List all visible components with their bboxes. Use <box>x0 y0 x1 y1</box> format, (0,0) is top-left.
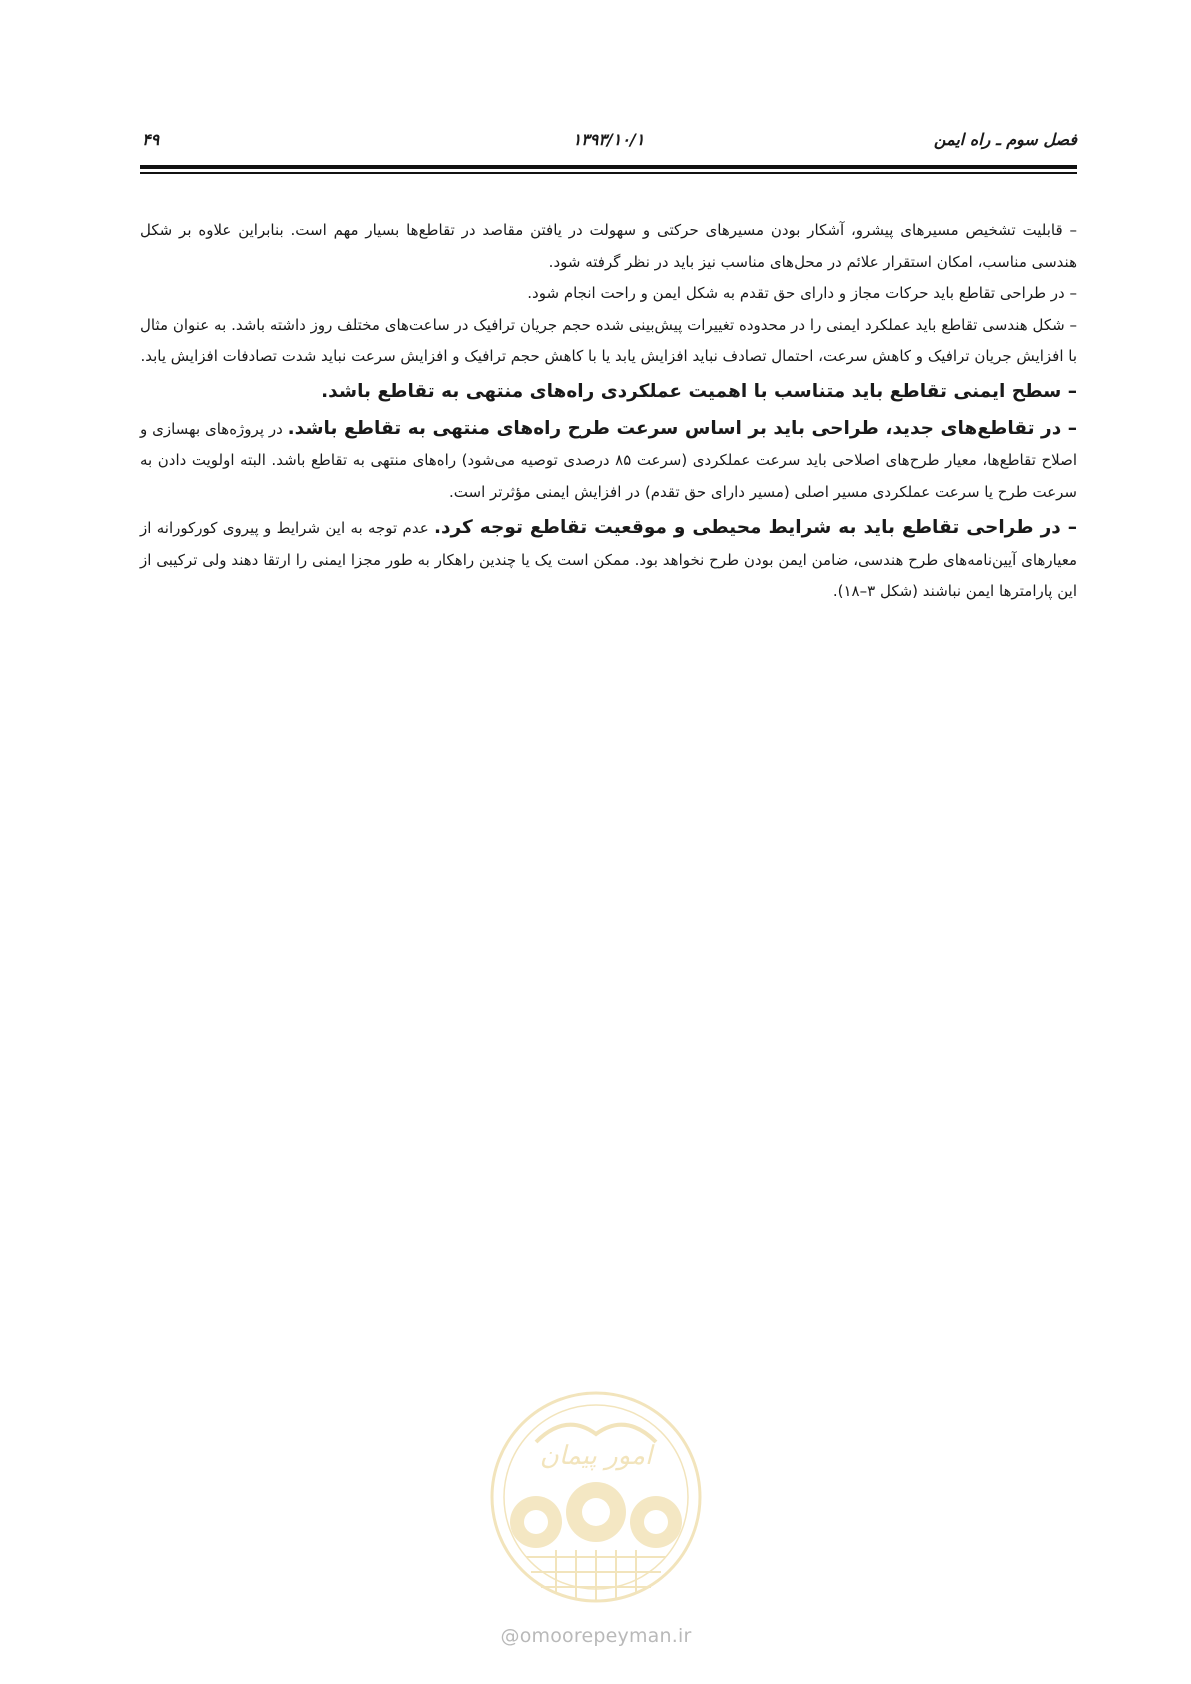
paragraph-environment <box>140 512 1077 608</box>
chapter-title: فصل سوم ـ راه ایمن <box>933 130 1077 149</box>
bold-statement-design-speed: – در تقاطع‌های جدید، طراحی باید بر اساس سرعت طرح راه‌های منتهی به تقاطع باشد. <box>287 417 1077 439</box>
environment-detail: عدم توجه به این شرایط و پیروی کورکورانه از معیارهای آیین‌نامه‌های طرح هندسی، ضامن ایمن بودن طرح نخواهد بود. ممکن است یک یا چندین راهکار به طور مجزا ایمنی را ارتقا دهند ولی ترکیبی از این پارامترها ایمن نباشند (شکل ۳–۱۸). <box>140 519 1077 600</box>
paragraph-design-speed <box>140 413 1077 509</box>
seal-watermark <box>476 1372 716 1657</box>
body-text <box>140 215 1077 608</box>
paragraph-geometry: – شکل هندسی تقاطع باید عملکرد ایمنی را در محدوده تغییرات پیش‌بینی شده حجم جریان ترافیک در ساعت‌های مختلف روز داشته باشد. به عنوان مثال با افزایش جریان ترافیک و کاهش سرعت، احتمال تصادف نباید افزایش یابد یا با کاهش حجم ترافیک و افزایش سرعت نباید شدت تصادفات افزایش یابد. <box>140 315 1077 365</box>
paragraph-safety-level <box>140 375 1077 409</box>
seal-text: امور پیمان <box>539 1441 653 1471</box>
page-number: ۴۹ <box>142 130 160 149</box>
paragraph-permitted-moves: – در طراحی تقاطع باید حرکات مجاز و دارای حق تقدم به شکل ایمن و راحت انجام شود. <box>527 284 1077 302</box>
header-date: ۱۳۹۳/۱۰/۱ <box>572 130 645 149</box>
paragraph-legibility: – قابلیت تشخیص مسیرهای پیشرو، آشکار بودن مسیرهای حرکتی و سهولت در یافتن مقاصد در تقاطع‌ها بسیار مهم است. بنابراین علاوه بر شکل هندسی مناسب، امکان استقرار علائم در محل‌های مناسب نیز باید در نظر گرفته شود. <box>140 221 1077 271</box>
design-speed-detail: در پروژه‌های بهسازی و اصلاح تقاطع‌ها، معیار طرح‌های اصلاحی باید سرعت عملکردی (سرعت ۸۵ درصدی توصیه می‌شود) راه‌های منتهی به تقاطع باشد. البته اولویت دادن به سرعت طرح یا سرعت عملکردی مسیر اصلی (مسیر دارای حق تقدم) در افزایش ایمنی مؤثرتر است. <box>140 419 1077 501</box>
header-rule-thick <box>140 165 1077 169</box>
bold-statement-safety-level: – سطح ایمنی تقاطع باید متناسب با اهمیت عملکردی راه‌های منتهی به تقاطع باشد. <box>321 380 1077 402</box>
page-header <box>140 128 1077 158</box>
watermark-url: @omoorepeyman.ir <box>500 1625 692 1647</box>
header-rule-thin <box>140 172 1077 174</box>
bold-statement-environment: – در طراحی تقاطع باید به شرایط محیطی و موقعیت تقاطع توجه کرد. <box>434 517 1077 538</box>
calligraphy-icon <box>536 1425 656 1442</box>
